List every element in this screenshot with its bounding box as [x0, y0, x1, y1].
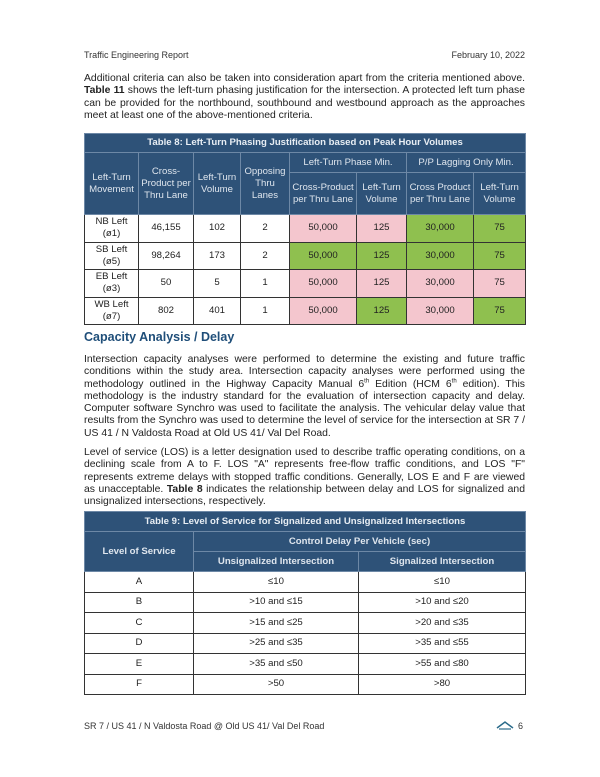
unsignalized-cell: >50 — [194, 674, 359, 695]
movement-cell — [85, 297, 139, 325]
threshold-cell: 50,000 — [290, 270, 357, 298]
lanes-cell: 2 — [241, 242, 290, 270]
column-subheader: Left-Turn Volume — [357, 173, 407, 215]
threshold-cell: 30,000 — [407, 242, 474, 270]
superscript: th — [364, 378, 370, 385]
signalized-cell: ≤10 — [359, 572, 526, 593]
column-header: Opposing Thru Lanes — [241, 153, 290, 215]
movement-label: EB Left — [95, 271, 128, 283]
cross-product-cell: 802 — [139, 297, 194, 325]
unsignalized-cell: >25 and ≤35 — [194, 633, 359, 654]
los-cell: E — [85, 654, 194, 675]
header-title: Traffic Engineering Report — [84, 50, 189, 60]
unsignalized-cell: >15 and ≤25 — [194, 613, 359, 634]
los-paragraph — [84, 447, 525, 508]
header-date: February 10, 2022 — [451, 50, 525, 60]
text: Level of service (LOS) is a letter designation used to describe traffic operating conditions, on a declining scale from A to F. LOS "A" represents free-flow traffic conditions, and LOS "F" represents extreme delays with stopped traffic conditions. Generally, LOS E and F are viewed as unacceptable. — [84, 447, 525, 495]
table-row — [85, 613, 526, 634]
phase-label: (ø7) — [102, 310, 121, 322]
table-reference: Table 8 — [166, 483, 203, 495]
threshold-cell: 30,000 — [407, 215, 474, 243]
column-header: Cross-Product per Thru Lane — [139, 153, 194, 215]
volume-cell: 173 — [194, 242, 241, 270]
signalized-cell: >80 — [359, 674, 526, 695]
table-row — [85, 297, 526, 325]
los-cell: A — [85, 572, 194, 593]
text: Intersection capacity analyses were performed to determine the existing and future traffic conditions within the study area. Intersection capacity analyses were performed using the methodology outlined in the Highway Capacity Manual 6 — [84, 354, 525, 390]
column-subheader: Cross Product per Thru Lane — [407, 173, 474, 215]
level-of-service-table — [84, 511, 526, 695]
signalized-cell: >20 and ≤35 — [359, 613, 526, 634]
volume-cell: 5 — [194, 270, 241, 298]
footer-title: SR 7 / US 41 / N Valdosta Road @ Old US 41/ Val Del Road — [84, 721, 325, 731]
threshold-cell: 50,000 — [290, 242, 357, 270]
signalized-cell: >35 and ≤55 — [359, 633, 526, 654]
threshold-cell: 30,000 — [407, 270, 474, 298]
table-row — [85, 270, 526, 298]
signalized-cell: >55 and ≤80 — [359, 654, 526, 675]
table-row — [85, 633, 526, 654]
movement-label: SB Left — [95, 243, 128, 255]
threshold-cell: 50,000 — [290, 297, 357, 325]
threshold-cell: 75 — [474, 242, 526, 270]
cross-product-cell: 46,155 — [139, 215, 194, 243]
column-group-header: P/P Lagging Only Min. — [407, 153, 526, 173]
table-row — [85, 654, 526, 675]
left-turn-phasing-table — [84, 133, 526, 325]
column-subheader: Unsignalized Intersection — [194, 552, 359, 572]
movement-label: WB Left — [94, 298, 129, 310]
text: Edition (HCM 6 — [369, 378, 452, 390]
movement-label: NB Left — [95, 216, 128, 228]
threshold-cell: 30,000 — [407, 297, 474, 325]
column-subheader: Left-Turn Volume — [474, 173, 526, 215]
movement-cell — [85, 215, 139, 243]
column-subheader: Cross-Product per Thru Lane — [290, 173, 357, 215]
cross-product-cell: 50 — [139, 270, 194, 298]
page-number: 6 — [518, 721, 524, 731]
capacity-paragraph — [84, 354, 525, 440]
table-row — [85, 674, 526, 695]
table-row — [85, 572, 526, 593]
text: edition). This methodology is the industry standard for the evaluation of intersection capacity and delay. Computer software Synchro was used to facilitate the analysis. The vehicular delay value that results from the Synchro was used to determine the level of service for the intersection at SR 7 / US 41 / N Valdosta Road at Old US 41/ Val Del Road. — [84, 378, 525, 439]
column-header: Level of Service — [85, 532, 194, 572]
text: shows the left-turn phasing justification for the intersection. A protected left turn phase can be provided for the northbound, southbound and westbound approach as the approaches meet at least one of the above-mentioned criteria. — [84, 85, 525, 121]
table-row — [85, 215, 526, 243]
signalized-cell: >10 and ≤20 — [359, 592, 526, 613]
column-group-header: Control Delay Per Vehicle (sec) — [194, 532, 526, 552]
threshold-cell: 125 — [357, 270, 407, 298]
los-cell: D — [85, 633, 194, 654]
lanes-cell: 1 — [241, 297, 290, 325]
threshold-cell: 125 — [357, 297, 407, 325]
los-cell: C — [85, 613, 194, 634]
column-header: Left-Turn Volume — [194, 153, 241, 215]
intro-paragraph — [84, 73, 525, 122]
threshold-cell: 125 — [357, 215, 407, 243]
unsignalized-cell: >35 and ≤50 — [194, 654, 359, 675]
phase-label: (ø3) — [102, 283, 121, 295]
table-title: Table 9: Level of Service for Signalized and Unsignalized Intersections — [85, 512, 526, 532]
column-header: Left-Turn Movement — [85, 153, 139, 215]
movement-cell — [85, 270, 139, 298]
threshold-cell: 75 — [474, 270, 526, 298]
volume-cell: 401 — [194, 297, 241, 325]
table-reference: Table 11 — [84, 85, 125, 97]
cross-product-cell: 98,264 — [139, 242, 194, 270]
volume-cell: 102 — [194, 215, 241, 243]
threshold-cell: 50,000 — [290, 215, 357, 243]
los-cell: F — [85, 674, 194, 695]
threshold-cell: 75 — [474, 215, 526, 243]
los-cell: B — [85, 592, 194, 613]
lanes-cell: 2 — [241, 215, 290, 243]
lanes-cell: 1 — [241, 270, 290, 298]
table-row — [85, 592, 526, 613]
phase-label: (ø5) — [102, 255, 121, 267]
column-subheader: Signalized Intersection — [359, 552, 526, 572]
table-row — [85, 242, 526, 270]
superscript: th — [451, 378, 457, 385]
section-heading: Capacity Analysis / Delay — [84, 330, 235, 344]
company-logo-icon — [496, 720, 514, 730]
unsignalized-cell: >10 and ≤15 — [194, 592, 359, 613]
threshold-cell: 75 — [474, 297, 526, 325]
threshold-cell: 125 — [357, 242, 407, 270]
column-group-header: Left-Turn Phase Min. — [290, 153, 407, 173]
unsignalized-cell: ≤10 — [194, 572, 359, 593]
movement-cell — [85, 242, 139, 270]
table-title: Table 8: Left-Turn Phasing Justification based on Peak Hour Volumes — [85, 134, 526, 153]
phase-label: (ø1) — [102, 228, 121, 240]
text: Additional criteria can also be taken into consideration apart from the criteria mentioned above. — [84, 73, 525, 84]
text: indicates the relationship between delay and LOS for signalized and unsignalized intersections, respectively. — [84, 483, 525, 508]
